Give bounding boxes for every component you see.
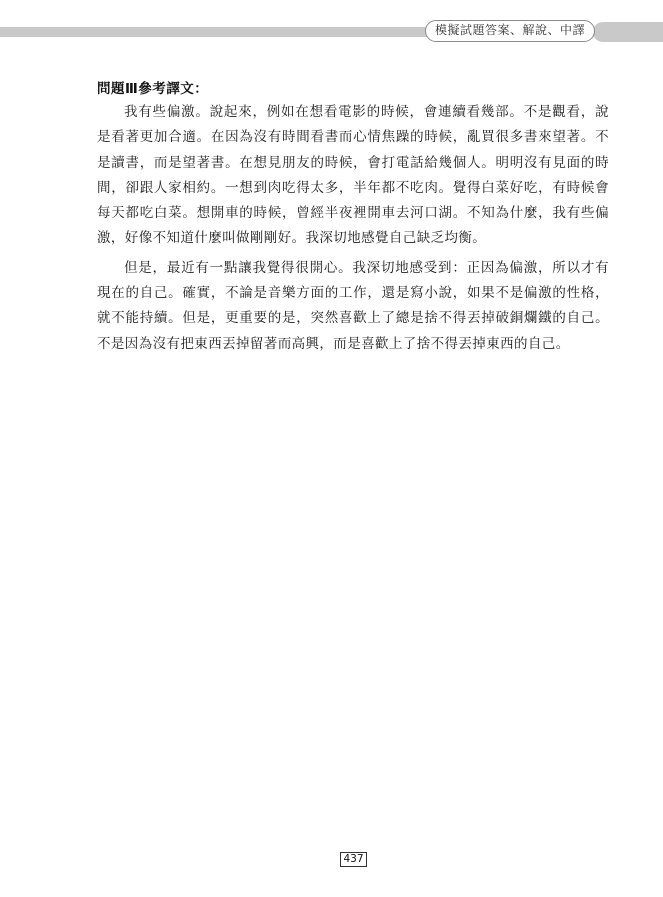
page-number: 437 xyxy=(340,852,367,867)
section-title: 問題Ⅲ參考譯文： xyxy=(97,81,209,97)
header-bar-cap xyxy=(593,22,663,42)
paragraph-1: 我有些偏激。說起來，例如在想看電影的時候，會連續看幾部。不是觀看，說是看著更加合適。在因為沒有時間看書而心情焦躁的時候，亂買很多書來望著。不是讀書，而是望著書。在想見朋友的時候，會打電話給幾個人。明明沒有見面的時間，卻跟人家相約。一想到肉吃得太多，半年都不吃肉。覺得白菜好吃，有時候會每天都吃白菜。想開車的時候，曾經半夜裡開車去河口湖。不知為什麼，我有些偏激，好像不知道什麼叫做剛剛好。我深切地感覺自己缺乏均衡。 xyxy=(97,104,609,247)
paragraph-2: 但是，最近有一點讓我覺得很開心。我深切地感受到：正因為偏激，所以才有現在的自己。確實，不論是音樂方面的工作，還是寫小說，如果不是偏激的性格，就不能持續。但是，更重要的是，突然喜歡上了總是捨不得丟掉破銅爛鐵的自己。不是因為沒有把東西丟掉留著而高興，而是喜歡上了捨不得丟掉東西的自己。 xyxy=(97,259,609,352)
body-text xyxy=(97,100,609,361)
header-tab: 模擬試題答案、解說、中譯 xyxy=(425,20,595,42)
